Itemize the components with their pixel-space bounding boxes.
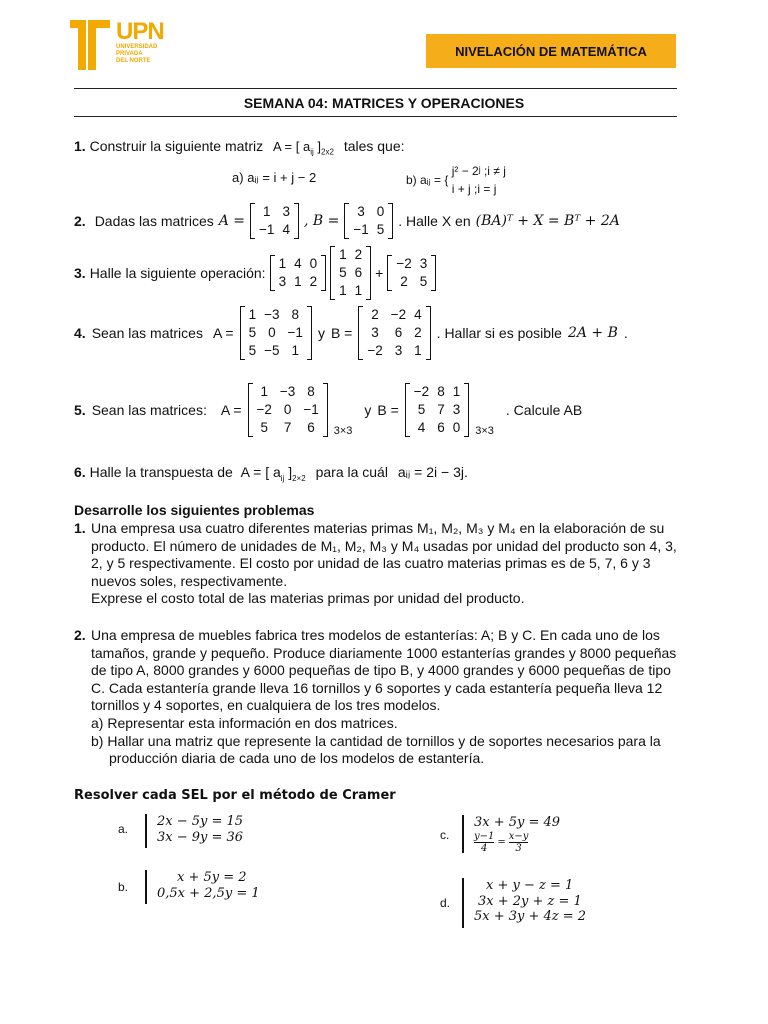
exercise-4: 4. Sean las matrices A = 1 −3 8 5 0 −1 5 −5 1 y B = 2 −2 4 3 6 2 −2 3 1 . Hallar si es posible 2A + B .	[74, 307, 628, 358]
divider	[74, 88, 677, 89]
system-b-label: b.	[118, 880, 129, 894]
matrix-a: 1 −3 8 5 0 −1 5 −5 1	[240, 306, 312, 360]
problem-1-number: 1.	[74, 520, 86, 536]
logo-mark-icon	[66, 16, 114, 74]
logo-text: UPN	[116, 18, 164, 45]
exercise-6: 6. Halle la transpuesta de A = [ $a_{ij}$ ]$_{2\times 2}$ para la cuál aᵢⱼ = 2i − 3j.	[74, 464, 468, 483]
problems-heading: Desarrolle los siguientes problemas	[74, 502, 315, 518]
divider	[74, 116, 677, 117]
exercise-3: 3. Halle la siguiente operación: 1 4 0 3 1 2 1 2 5 6 1 1 + −2 3 2 5	[74, 246, 436, 300]
system-b: x + 5y = 2 0,5x + 2,5y = 1	[145, 870, 260, 904]
system-c-label: c.	[440, 828, 450, 842]
exercise-5: 5. Sean las matrices: A = 1 −3 8 −2 0 −1 5 7 6 3×3 y B = −2 8 1 5 7 3 4 6 0 3×3 . Calcule AB	[74, 384, 583, 437]
problem-2-number: 2.	[74, 627, 86, 643]
exercise-2: 2. Dadas las matrices A = 1 3 −1 4 , B = 3 0 −1 5 . Halle X en (BA)ᵀ + X = Bᵀ + 2A	[74, 204, 620, 237]
matrix-b: −2 8 1 5 7 3 4 6 0	[405, 383, 469, 437]
exercise-1a: a) aᵢⱼ = i + j − 2	[232, 170, 317, 185]
problem-1: Una empresa usa cuatro diferentes materias primas M₁, M₂, M₃ y M₄ en la elaboración de su producto. El número de unidades de M₁, M₂, M₃ y M₄ usadas por unidad del producto son 4, 3, 2, y 5 respectivamente. El costo por unidad de las cuatro materias primas es de 5, 7, 6 y 3 nuevos soles, respectivamente. Exprese el costo total de las materias primas por unidad del producto.	[91, 520, 677, 607]
matrix-b: 3 0 −1 5	[344, 203, 393, 239]
page-title: SEMANA 04: MATRICES Y OPERACIONES	[243, 95, 525, 111]
matrix-m2: 1 2 5 6 1 1	[330, 246, 371, 300]
system-c: 3x + 5y = 49 $\frac{y-1}{4}$ = $\frac{x-y}{3}$	[462, 815, 560, 854]
upn-logo	[66, 16, 166, 74]
exercise-1: 1. Construir la siguiente matriz A = [ $a_{ij}$ ]$_{2x2}$ tales que:	[74, 138, 405, 157]
matrix-a: 1 −3 8 −2 0 −1 5 7 6	[248, 383, 328, 437]
system-d: x + y − z = 1 3x + 2y + z = 1 5x + 3y + 4z = 2	[462, 878, 586, 928]
matrix-m1: 1 4 0 3 1 2	[270, 255, 327, 291]
cramer-heading: Resolver cada SEL por el método de Cramer	[74, 788, 396, 803]
logo-subtext: UNIVERSIDAD PRIVADA DEL NORTE	[116, 44, 158, 64]
system-d-label: d.	[440, 896, 451, 910]
matrix-b: 2 −2 4 3 6 2 −2 3 1	[358, 306, 430, 360]
course-banner: NIVELACIÓN DE MATEMÁTICA	[426, 34, 676, 68]
matrix-a: 1 3 −1 4	[250, 203, 299, 239]
matrix-m3: −2 3 2 5	[387, 255, 436, 291]
system-a-label: a.	[118, 822, 129, 836]
problem-2: Una empresa de muebles fabrica tres modelos de estanterías: A; B y C. En cada uno de los tamaños, grande y pequeño. Produce diariamente 1000 estanterías grandes y 8000 pequeñas de tipo A, 8000 grandes y 6000 pequeñas de tipo B, y 4000 grandes y 6000 pequeñas de tipo C. Cada estantería grande lleva 16 tornillos y 6 soportes y cada estantería pequeña lleva 12 tornillos y 4 soportes, en cualquiera de los tres modelos. a) Representar esta información en dos matrices. b) Hallar una matriz que represente la cantidad de tornillos y de soportes necesarios para la producción diaria de cada uno de los modelos de estantería.	[91, 627, 677, 767]
exercise-1b: b) aᵢⱼ = { j² − 2ʲ ;i ≠ j i + j ;i = j	[406, 164, 506, 196]
system-a: 2x − 5y = 15 3x − 9y = 36	[145, 814, 243, 848]
